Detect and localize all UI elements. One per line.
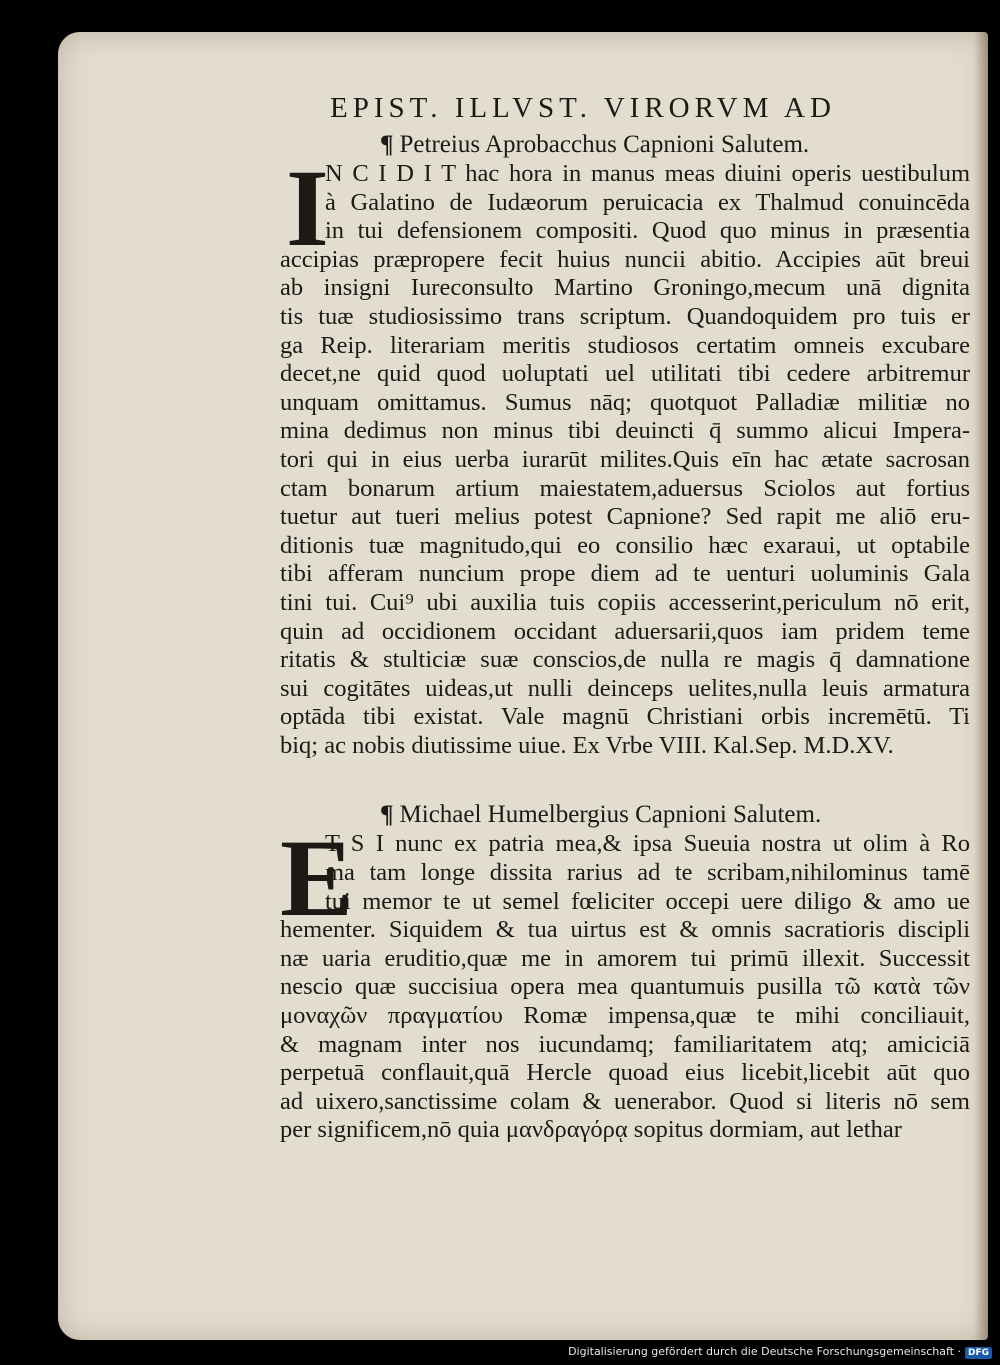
text-line: perpetuā conflauit,quā Hercle quoad eius licebit,licebit aūt quo <box>280 1059 970 1087</box>
letter-heading-text: Michael Humelbergius Capnioni Salutem. <box>399 801 822 829</box>
text-line: quin ad occidionem occidant aduersarii,quos iam pridem teme <box>280 617 970 645</box>
running-head: EPIST. ILLVST. VIRORVM AD <box>330 92 836 124</box>
text-line: μοναχῶν πραγματίου Romæ impensa,quæ te mihi conciliauit, <box>280 1002 970 1030</box>
digitization-credit <box>568 1345 992 1359</box>
letter-heading-text: Petreius Aprobacchus Capnioni Salutem. <box>399 131 810 158</box>
text-line: optāda tibi existat. Vale magnū Christiani orbis incremētū. Ti <box>280 703 970 731</box>
text-line: ritatis & stulticiæ suæ conscios,de nulla re magis q̄ damnatione <box>280 646 970 674</box>
credit-text: Digitalisierung gefördert durch die Deutsche Forschungsgemeinschaft · <box>568 1345 961 1358</box>
dfg-logo: DFG <box>965 1347 992 1359</box>
pilcrow-icon: ¶ <box>380 131 394 158</box>
text-line: accipias præpropere fecit huius nuncii abitio. Accipies aūt breui <box>280 245 970 273</box>
text-line: ad uixero,sanctissime colam & uenerabor. Quod si literis nō sem <box>280 1087 970 1115</box>
text-line: ditionis tuæ magnitudo,qui eo consilio hæc exaraui, ut optabile <box>280 531 970 559</box>
text-line: biq; ac nobis diutissime uiue. Ex Vrbe VIII. Kal.Sep. M.D.XV. <box>280 731 894 759</box>
drop-cap-initial: I <box>286 147 329 269</box>
text-line: tori qui in eius uerba iurarūt milites.Quis eīn hac ætate sacrosan <box>280 445 970 473</box>
text-line: per significem,nō quia μανδραγόρᾳ sopitus dormiam, aut lethar <box>280 1116 902 1144</box>
letter-body <box>280 147 970 760</box>
text-line: unquam omittamus. Sumus nāq; quotquot Palladiæ militiæ no <box>280 388 970 416</box>
text-line: ma tam longe dissita rarius ad te scribam,nihilominus tamē <box>325 859 970 887</box>
text-line: ctam bonarum artium maiestatem,aduersus Sciolos aut fortius <box>280 474 970 502</box>
text-line: tuetur aut tueri melius potest Capnione? Sed rapit me aliō eru- <box>280 503 970 531</box>
text-line: in tui defensionem compositi. Quod quo minus in præsentia <box>325 217 970 245</box>
page-edge-shadow <box>974 32 988 1340</box>
book-page <box>58 32 988 1340</box>
text-line: sui cogitātes uideas,ut nulli deinceps uelites,nulla leuis armatura <box>280 674 970 702</box>
text-line: tibi afferam nuncium prope diem ad te uenturi uoluminis Gala <box>280 560 970 588</box>
letters-container <box>280 129 970 1145</box>
text-line: N C I D I T hac hora in manus meas diuini operis uestibulum <box>325 160 970 187</box>
text-line: ab insigni Iureconsulto Martino Groningo,mecum unā dignita <box>280 274 970 302</box>
letter-gap <box>280 760 970 799</box>
text-line: mina dedimus non minus tibi deuincti q̄ summo alicui Impera- <box>280 417 970 445</box>
letter-body <box>280 817 970 1145</box>
text-line: tui memor te ut semel fœliciter occepi uere diligo & amo ue <box>325 887 970 915</box>
letter-heading <box>380 799 970 830</box>
drop-cap-initial: E <box>280 817 354 940</box>
text-block <box>280 92 970 1145</box>
text-line: à Galatino de Iudæorum peruicacia ex Thalmud conuincēda <box>325 188 970 216</box>
text-line: ga Reip. literariam meritis studiosos certatim omneis excubare <box>280 331 970 359</box>
text-line: nescio quæ succisiua opera mea quantumuis pusilla τῶ κατὰ τῶν <box>280 973 970 1001</box>
letter-heading <box>380 129 970 160</box>
text-line: T S I nunc ex patria mea,& ipsa Sueuia nostra ut olim à Ro <box>325 830 970 858</box>
text-line: hementer. Siquidem & tua uirtus est & omnis sacratioris discipli <box>280 916 970 944</box>
text-line: tis tuæ studiosissimo trans scriptum. Quandoquidem pro tuis er <box>280 302 970 330</box>
text-line: næ uaria eruditio,quæ me in amorem tui primū illexit. Successit <box>280 944 970 972</box>
text-line: tini tui. Cui⁹ ubi auxilia tuis copiis accesserint,periculum nō erit, <box>280 588 970 616</box>
text-line: & magnam inter nos iucundamq; familiaritatem atq; amiciciā <box>280 1030 970 1058</box>
text-line: decet,ne quid quod uoluptati uel utilitati tibi cedere arbitremur <box>280 360 970 388</box>
pilcrow-icon: ¶ <box>380 801 394 829</box>
